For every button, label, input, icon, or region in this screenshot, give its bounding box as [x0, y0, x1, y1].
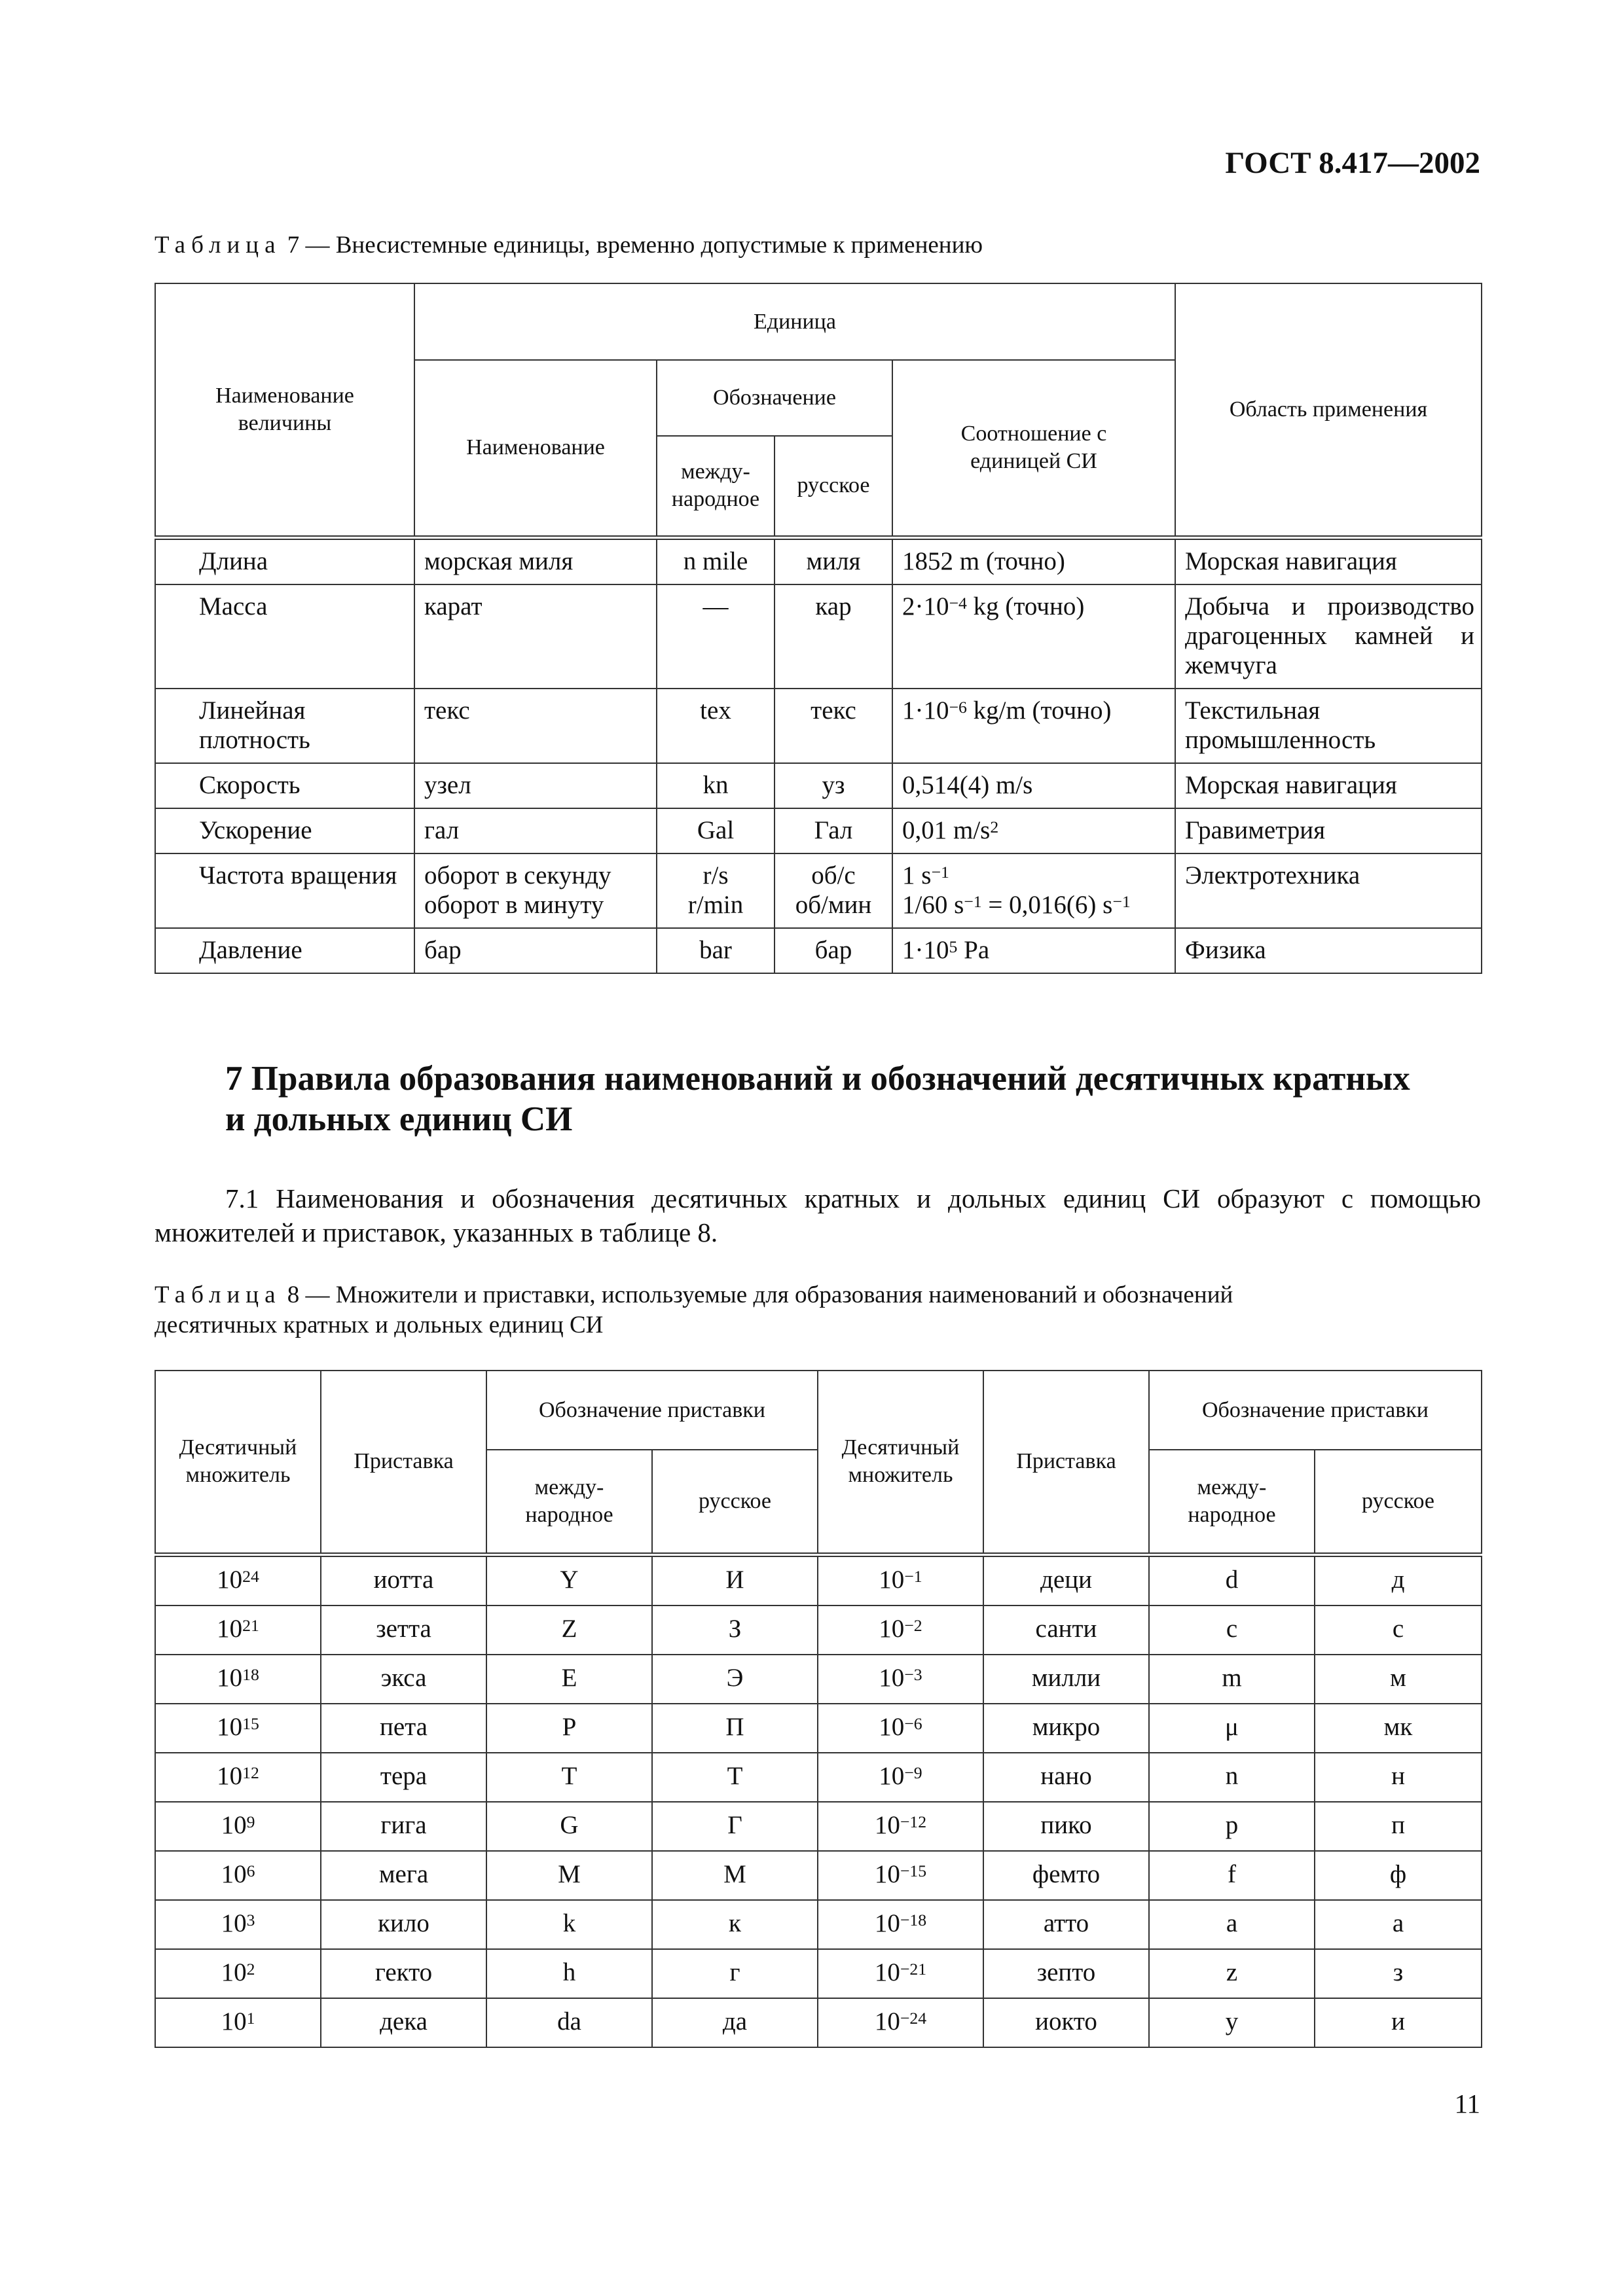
t7-cell-russian: уз	[775, 763, 892, 808]
table7-caption-label: Таблица	[155, 232, 282, 259]
t8-cell-multiplier: $10^9$	[155, 1802, 321, 1851]
t7-cell-international: r/s r/min	[657, 853, 775, 928]
table8-caption-text: 8 — Множители и приставки, используемые для образования наименований и обозначений	[281, 1282, 1233, 1308]
t8-cell-prefix: дека	[321, 1998, 486, 2047]
t8-cell-russian: Э	[652, 1655, 818, 1704]
t7-cell-international: n mile	[657, 537, 775, 584]
t8-cell-prefix: пета	[321, 1704, 486, 1753]
t8-cell-multiplier: $10^6$	[155, 1851, 321, 1900]
t7-cell-relation: $2\cdot 10^{-4}$ kg (точно)	[892, 584, 1175, 689]
t8-header-international-right: между-народное	[1149, 1450, 1315, 1554]
t8-cell-russian: мк	[1315, 1704, 1482, 1753]
t8-cell-multiplier: $10^{15}$	[155, 1704, 321, 1753]
t8-cell-international: m	[1149, 1655, 1315, 1704]
t8-cell-multiplier: $10^{18}$	[155, 1655, 321, 1704]
table8-row	[155, 1554, 1482, 1605]
t7-cell-russian: миля	[775, 537, 892, 584]
table7-row	[155, 763, 1482, 808]
t8-cell-prefix: экса	[321, 1655, 486, 1704]
t8-cell-prefix: гига	[321, 1802, 486, 1851]
t8-cell-prefix: иотта	[321, 1554, 486, 1605]
t7-cell-relation: 0,514(4) m/s	[892, 763, 1175, 808]
t8-cell-international: E	[486, 1655, 652, 1704]
t8-cell-russian: з	[1315, 1949, 1482, 1998]
t7-cell-relation: 1 $s^{-1}$ 1/60 $s^{-1} = 0,016(6)$ $s^{-1}$	[892, 853, 1175, 928]
t8-cell-prefix: гекто	[321, 1949, 486, 1998]
t8-header-designation-left: Обозначение приставки	[486, 1371, 818, 1450]
t8-cell-international: da	[486, 1998, 652, 2047]
t8-cell-multiplier: $10^{-15}$	[818, 1851, 983, 1900]
t8-header-multiplier-right: Десятичный множитель	[818, 1371, 983, 1554]
table8-row	[155, 1802, 1482, 1851]
table8-caption-line2: десятичных кратных и дольных единиц СИ	[155, 1312, 604, 1338]
t8-cell-prefix: милли	[983, 1655, 1149, 1704]
t7-cell-area: Добыча и производство драгоценных камней и жемчуга	[1175, 584, 1482, 689]
t7-header-international: между-народное	[657, 436, 775, 537]
table7-row	[155, 537, 1482, 584]
t8-cell-international: y	[1149, 1998, 1315, 2047]
t8-cell-multiplier: $10^{12}$	[155, 1753, 321, 1802]
t8-cell-international: d	[1149, 1554, 1315, 1605]
table8-row	[155, 1704, 1482, 1753]
t7-cell-quantity: Ускорение	[155, 808, 414, 853]
t7-cell-quantity: Линейная плотность	[155, 689, 414, 763]
table7-row	[155, 853, 1482, 928]
t8-cell-multiplier: $10^{-9}$	[818, 1753, 983, 1802]
t7-cell-international: tex	[657, 689, 775, 763]
t7-header-name: Наименование	[414, 360, 657, 537]
table8-row	[155, 1998, 1482, 2047]
section-heading-line1: 7 Правила образования наименований и обозначений десятичных кратных	[225, 1060, 1410, 1098]
t8-cell-multiplier: $10^1$	[155, 1998, 321, 2047]
t8-cell-prefix: пико	[983, 1802, 1149, 1851]
table8-row	[155, 1851, 1482, 1900]
t8-cell-prefix: кило	[321, 1900, 486, 1949]
table7-caption	[155, 230, 983, 260]
t8-cell-russian: да	[652, 1998, 818, 2047]
t8-header-prefix-left: Приставка	[321, 1371, 486, 1554]
t7-cell-international: Gal	[657, 808, 775, 853]
t7-cell-area: Гравиметрия	[1175, 808, 1482, 853]
t8-cell-international: Z	[486, 1605, 652, 1655]
t8-header-russian-left: русское	[652, 1450, 818, 1554]
t7-cell-quantity: Давление	[155, 928, 414, 973]
t7-cell-relation: $1\cdot 10^{-6}$ kg/m (точно)	[892, 689, 1175, 763]
t8-header-international-left: между-народное	[486, 1450, 652, 1554]
t7-cell-unit-name: узел	[414, 763, 657, 808]
t8-cell-multiplier: $10^{-21}$	[818, 1949, 983, 1998]
t8-cell-international: Y	[486, 1554, 652, 1605]
table7-row	[155, 689, 1482, 763]
table8-row	[155, 1900, 1482, 1949]
t8-cell-prefix: фемто	[983, 1851, 1149, 1900]
t7-cell-relation: 0,01 $m/s^2$	[892, 808, 1175, 853]
t7-header-quantity: Наименование величины	[155, 283, 414, 537]
t8-header-russian-right: русское	[1315, 1450, 1482, 1554]
t8-cell-international: f	[1149, 1851, 1315, 1900]
t7-cell-quantity: Длина	[155, 537, 414, 584]
t7-cell-russian: бар	[775, 928, 892, 973]
t8-cell-multiplier: $10^3$	[155, 1900, 321, 1949]
t8-cell-russian: н	[1315, 1753, 1482, 1802]
t8-cell-international: c	[1149, 1605, 1315, 1655]
t8-cell-prefix: зетта	[321, 1605, 486, 1655]
document-code: ГОСТ 8.417—2002	[1225, 146, 1480, 180]
t7-cell-area: Морская навигация	[1175, 537, 1482, 584]
t7-cell-international: bar	[657, 928, 775, 973]
t8-cell-prefix: атто	[983, 1900, 1149, 1949]
t7-cell-area: Физика	[1175, 928, 1482, 973]
t7-cell-relation: 1852 m (точно)	[892, 537, 1175, 584]
t8-cell-russian: г	[652, 1949, 818, 1998]
t7-header-russian: русское	[775, 436, 892, 537]
t8-cell-multiplier: $10^{-18}$	[818, 1900, 983, 1949]
t8-cell-prefix: зепто	[983, 1949, 1149, 1998]
t8-cell-russian: М	[652, 1851, 818, 1900]
t7-cell-quantity: Масса	[155, 584, 414, 689]
t8-cell-international: z	[1149, 1949, 1315, 1998]
table8-row	[155, 1949, 1482, 1998]
t7-cell-relation: $1\cdot 10^5$ Pa	[892, 928, 1175, 973]
table7-row	[155, 808, 1482, 853]
table7-caption-text: 7 — Внесистемные единицы, временно допустимые к применению	[281, 232, 983, 259]
t8-cell-russian: З	[652, 1605, 818, 1655]
t8-cell-russian: Г	[652, 1802, 818, 1851]
t8-cell-international: G	[486, 1802, 652, 1851]
t7-cell-unit-name: гал	[414, 808, 657, 853]
t8-cell-prefix: санти	[983, 1605, 1149, 1655]
t7-cell-russian: текс	[775, 689, 892, 763]
t8-cell-prefix: тера	[321, 1753, 486, 1802]
t7-cell-unit-name: оборот в секунду оборот в минуту	[414, 853, 657, 928]
t8-cell-multiplier: $10^{-1}$	[818, 1554, 983, 1605]
table8-row	[155, 1605, 1482, 1655]
t8-header-prefix-right: Приставка	[983, 1371, 1149, 1554]
t8-cell-russian: Т	[652, 1753, 818, 1802]
t7-header-unit: Единица	[414, 283, 1175, 360]
t7-cell-area: Текстильная промышленность	[1175, 689, 1482, 763]
t8-cell-prefix: мега	[321, 1851, 486, 1900]
t8-cell-russian: к	[652, 1900, 818, 1949]
table7	[155, 283, 1482, 974]
t8-cell-international: p	[1149, 1802, 1315, 1851]
t8-cell-prefix: нано	[983, 1753, 1149, 1802]
t7-cell-unit-name: бар	[414, 928, 657, 973]
t8-cell-international: h	[486, 1949, 652, 1998]
table8-row	[155, 1753, 1482, 1802]
t7-cell-quantity: Скорость	[155, 763, 414, 808]
t7-cell-russian: Гал	[775, 808, 892, 853]
t8-cell-russian: и	[1315, 1998, 1482, 2047]
t8-cell-multiplier: $10^{21}$	[155, 1605, 321, 1655]
table8	[155, 1370, 1482, 2048]
t7-cell-unit-name: карат	[414, 584, 657, 689]
t8-cell-international: a	[1149, 1900, 1315, 1949]
section-heading-line2: и дольных единиц СИ	[225, 1100, 573, 1138]
t7-cell-area: Морская навигация	[1175, 763, 1482, 808]
t7-cell-quantity: Частота вращения	[155, 853, 414, 928]
t8-cell-prefix: микро	[983, 1704, 1149, 1753]
t7-cell-russian: об/с об/мин	[775, 853, 892, 928]
t7-header-area: Область применения	[1175, 283, 1482, 537]
t8-cell-russian: П	[652, 1704, 818, 1753]
t8-cell-multiplier: $10^{-6}$	[818, 1704, 983, 1753]
t8-cell-international: k	[486, 1900, 652, 1949]
t8-header-multiplier-left: Десятичный множитель	[155, 1371, 321, 1554]
t8-cell-russian: И	[652, 1554, 818, 1605]
t8-cell-international: n	[1149, 1753, 1315, 1802]
t8-cell-prefix: деци	[983, 1554, 1149, 1605]
t8-cell-international: T	[486, 1753, 652, 1802]
t7-header-relation: Соотношение с единицей СИ	[892, 360, 1175, 537]
page-number: 11	[1454, 2089, 1480, 2119]
section-heading	[225, 1058, 1410, 1139]
table8-row	[155, 1655, 1482, 1704]
table8-caption	[155, 1280, 1233, 1340]
table8-caption-label: Таблица	[155, 1282, 282, 1308]
t7-cell-international: —	[657, 584, 775, 689]
t8-cell-multiplier: $10^{24}$	[155, 1554, 321, 1605]
t8-cell-multiplier: $10^{-24}$	[818, 1998, 983, 2047]
t8-cell-prefix: иокто	[983, 1998, 1149, 2047]
t8-cell-russian: а	[1315, 1900, 1482, 1949]
t8-cell-russian: д	[1315, 1554, 1482, 1605]
t7-cell-area: Электротехника	[1175, 853, 1482, 928]
t8-header-designation-right: Обозначение приставки	[1149, 1371, 1482, 1450]
t7-cell-russian: кар	[775, 584, 892, 689]
t8-cell-multiplier: $10^{-12}$	[818, 1802, 983, 1851]
t7-cell-unit-name: текс	[414, 689, 657, 763]
t8-cell-multiplier: $10^2$	[155, 1949, 321, 1998]
t8-cell-multiplier: $10^{-2}$	[818, 1605, 983, 1655]
section-paragraph: 7.1 Наименования и обозначения десятичных кратных и дольных единиц СИ образуют с помощью множителей и приставок, указанных в таблице 8.	[155, 1183, 1481, 1247]
t8-cell-russian: п	[1315, 1802, 1482, 1851]
t8-cell-international: M	[486, 1851, 652, 1900]
table7-row	[155, 584, 1482, 689]
t7-header-designation: Обозначение	[657, 360, 892, 436]
t8-cell-russian: с	[1315, 1605, 1482, 1655]
t8-cell-multiplier: $10^{-3}$	[818, 1655, 983, 1704]
t8-cell-russian: м	[1315, 1655, 1482, 1704]
table7-row	[155, 928, 1482, 973]
t8-cell-international: P	[486, 1704, 652, 1753]
t8-cell-russian: ф	[1315, 1851, 1482, 1900]
t8-cell-international: μ	[1149, 1704, 1315, 1753]
t7-cell-international: kn	[657, 763, 775, 808]
t7-cell-unit-name: морская миля	[414, 537, 657, 584]
